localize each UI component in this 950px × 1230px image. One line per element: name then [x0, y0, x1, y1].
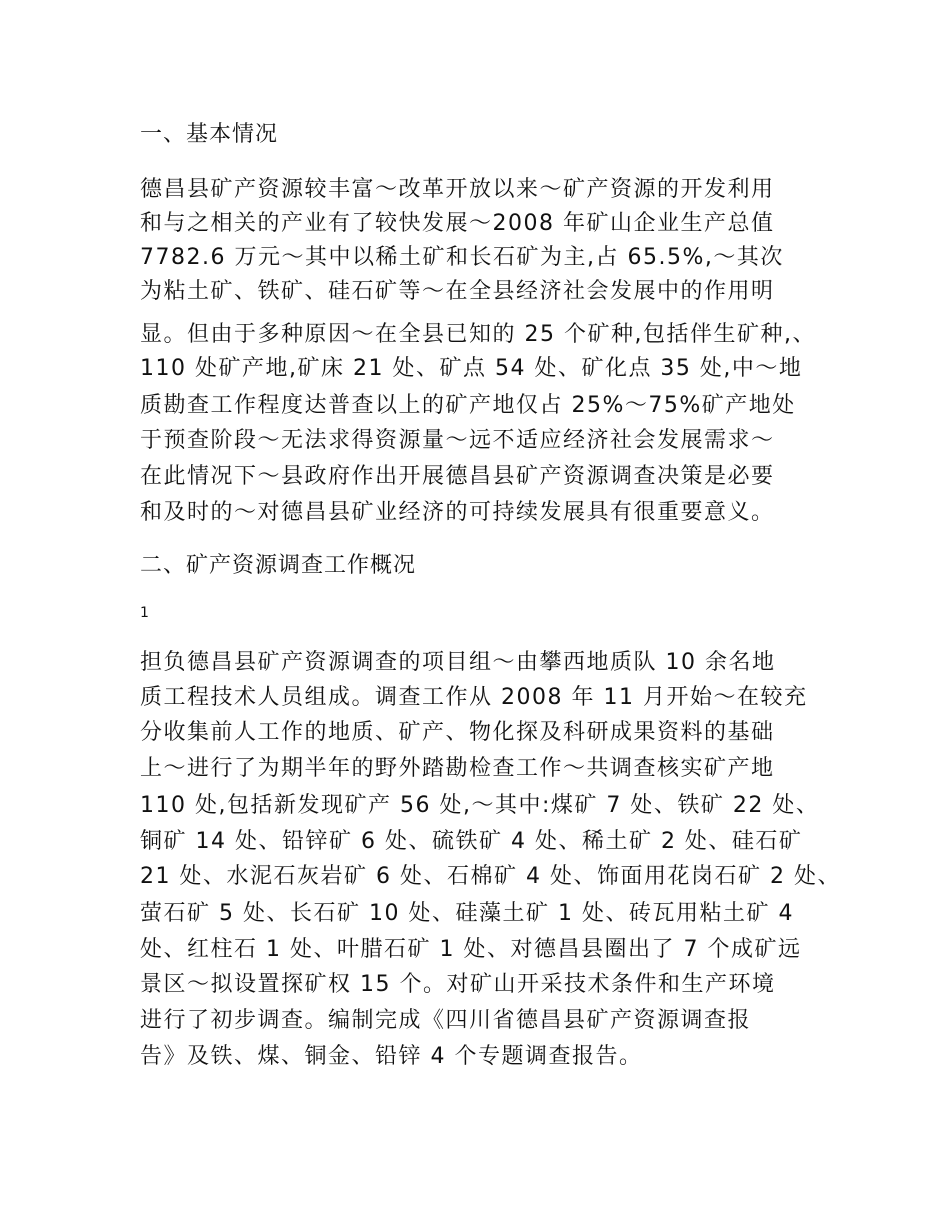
- paragraph-line: 显。但由于多种原因～在全县已知的 25 个矿种,包括伴生矿种,、: [140, 322, 816, 347]
- paragraph-line: 告》及铁、煤、铜金、铅锌 4 个专题调查报告。: [140, 1044, 643, 1069]
- paragraph-line: 担负德昌县矿产资源调查的项目组～由攀西地质队 10 余名地: [140, 650, 776, 675]
- page-number: 1: [140, 605, 149, 621]
- paragraph-line: 110 处,包括新发现矿产 56 处,～其中:煤矿 7 处、铁矿 22 处、: [140, 793, 820, 818]
- paragraph-line: 7782.6 万元～其中以稀土矿和长石矿为主,占 65.5%,～其次: [140, 245, 784, 270]
- paragraph-line: 和与之相关的产业有了较快发展～2008 年矿山企业生产总值: [140, 211, 775, 236]
- paragraph-line: 为粘土矿、铁矿、硅石矿等～在全县经济社会发展中的作用明: [140, 279, 775, 304]
- section-heading-basic-info: 一、基本情况: [140, 122, 279, 147]
- paragraph-line: 在此情况下～县政府作出开展德昌县矿产资源调查决策是必要: [140, 464, 775, 489]
- paragraph-line: 21 处、水泥石灰岩矿 6 处、石棉矿 4 处、饰面用花岗石矿 2 处、: [140, 864, 841, 889]
- paragraph-line: 萤石矿 5 处、长石矿 10 处、硅藻土矿 1 处、砖瓦用粘土矿 4: [140, 901, 794, 926]
- paragraph-line: 处、红柱石 1 处、叶腊石矿 1 处、对德昌县圈出了 7 个成矿远: [140, 937, 802, 962]
- paragraph-line: 铜矿 14 处、铅锌矿 6 处、硫铁矿 4 处、稀土矿 2 处、硅石矿: [140, 829, 803, 854]
- paragraph-line: 于预查阶段～无法求得资源量～远不适应经济社会发展需求～: [140, 428, 775, 453]
- paragraph-line: 110 处矿产地,矿床 21 处、矿点 54 处、矿化点 35 处,中～地: [140, 356, 803, 381]
- paragraph-line: 进行了初步调查。编制完成《四川省德昌县矿产资源调查报: [140, 1008, 752, 1033]
- paragraph-line: 分收集前人工作的地质、矿产、物化探及科研成果资料的基础: [140, 720, 775, 745]
- paragraph-line: 质勘查工作程度达普查以上的矿产地仅占 25%～75%矿产地处: [140, 393, 796, 418]
- section-heading-survey-overview: 二、矿产资源调查工作概况: [140, 553, 417, 578]
- paragraph-line: 景区～拟设置探矿权 15 个。对矿山开采技术条件和生产环境: [140, 972, 776, 997]
- paragraph-line: 质工程技术人员组成。调查工作从 2008 年 11 月开始～在较充: [140, 685, 808, 710]
- paragraph-line: 德昌县矿产资源较丰富～改革开放以来～矿产资源的开发利用: [140, 177, 775, 202]
- paragraph-line: 和及时的～对德昌县矿业经济的可持续发展具有很重要意义。: [140, 500, 775, 525]
- paragraph-line: 上～进行了为期半年的野外踏勘检查工作～共调查核实矿产地: [140, 756, 775, 781]
